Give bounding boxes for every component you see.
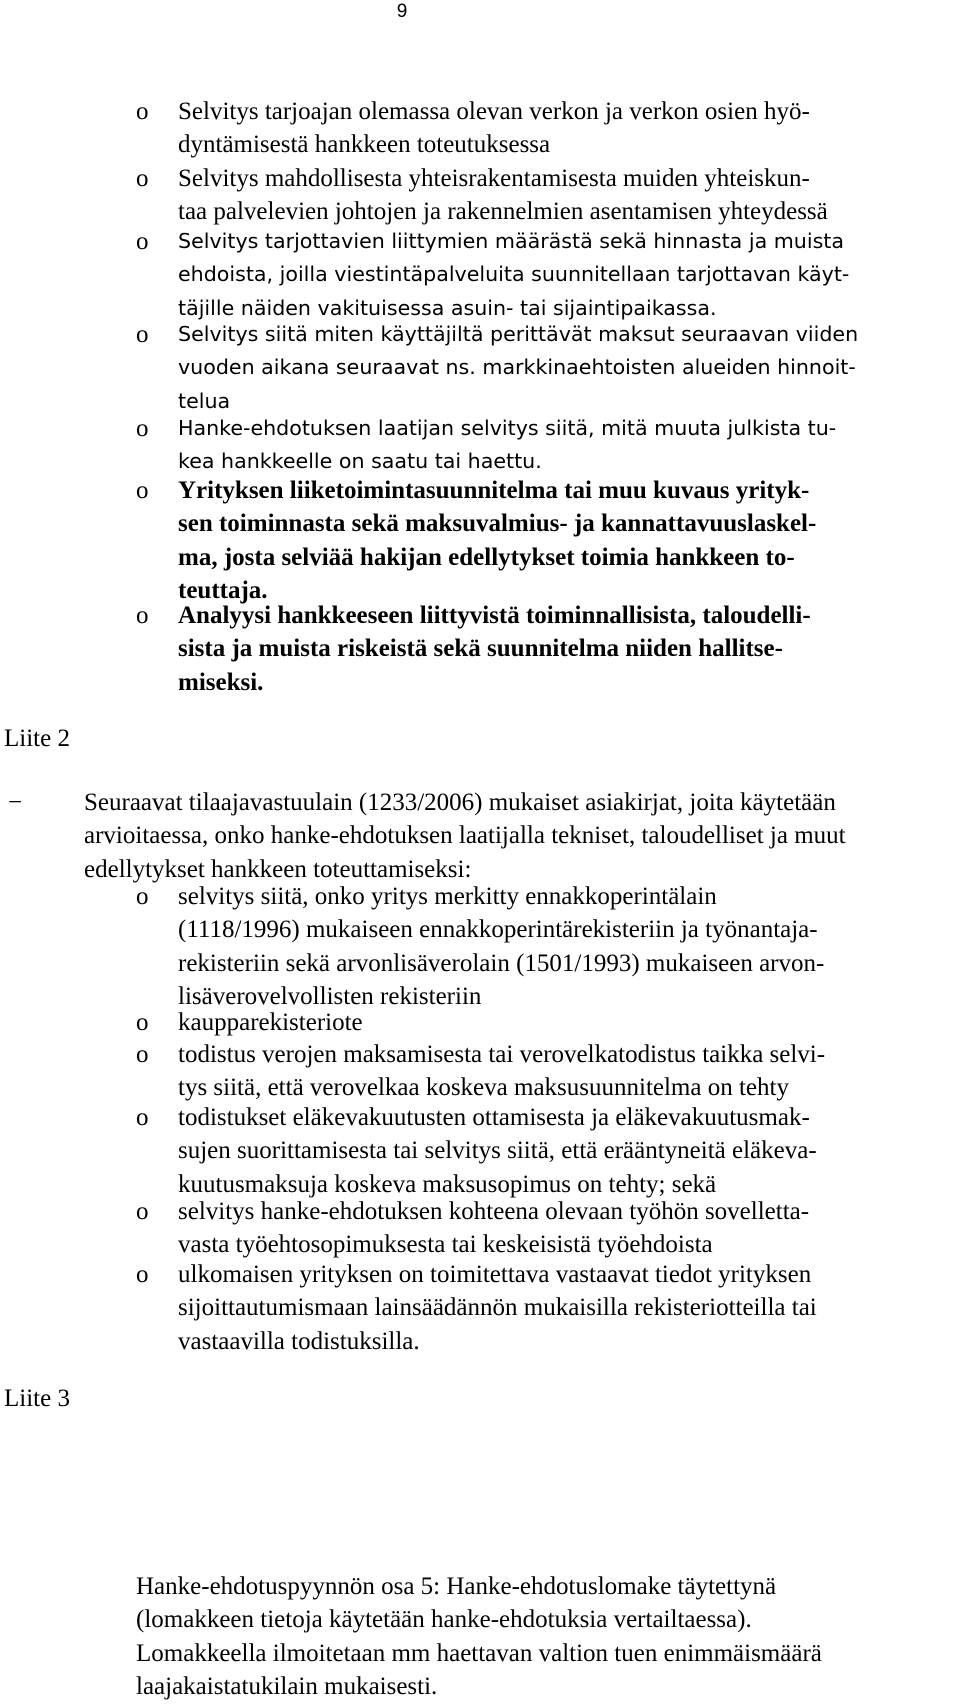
appendix-label-liite-3: Liite 3	[4, 1385, 70, 1412]
list-item-text: Selvitys tarjottavien liittymien määrästä sekä hinnasta ja muista ehdoista, joilla viestintäpalveluita suunnitellaan tarjottavan käyt- täjille näiden vakituisessa asuin- tai sijaintipaikassa.	[178, 229, 850, 320]
appendix-label-liite-2: Liite 2	[4, 725, 70, 752]
list-item-text: todistukset eläkevakuutusten ottamisesta ja eläkevakuutusmak- sujen suorittamisesta tai selvitys siitä, että erääntyneitä eläkeva- kuutusmaksuja koskeva maksusopimus on tehty; sekä	[178, 1104, 817, 1198]
list-item-text: Analyysi hankkeeseen liittyvistä toiminnallisista, taloudelli- sista ja muista riskeistä sekä suunnitelma niiden hallitse- miseksi.	[178, 602, 811, 696]
list-bullet: o	[136, 98, 149, 125]
list-bullet: o	[136, 321, 149, 348]
list-bullet: o	[136, 477, 149, 504]
list-item-text: Selvitys tarjoajan olemassa olevan verkon ja verkon osien hyö- dyntämisestä hankkeen toteutuksessa	[178, 98, 810, 159]
page-number: 9	[396, 1, 408, 22]
list-bullet: o	[136, 1104, 149, 1131]
list-bullet: o	[136, 165, 149, 192]
list-item-text: selvitys siitä, onko yritys merkitty ennakkoperintälain (1118/1996) mukaiseen ennakkoperintärekisteriin ja työnantaja- rekisteriin sekä arvonlisäverolain (1501/1993) mukaiseen arvon- lisäverovelvollisten rekisteriin	[178, 883, 825, 1011]
list-bullet: o	[136, 602, 149, 629]
list-bullet: o	[136, 883, 149, 910]
list-item-text: todistus verojen maksamisesta tai verovelkatodistus taikka selvi- tys siitä, että verovelkaa koskeva maksusuunnitelma on tehty	[178, 1041, 826, 1102]
list-bullet: o	[136, 1041, 149, 1068]
list-bullet: o	[136, 1009, 149, 1036]
list-item-text: Selvitys siitä miten käyttäjiltä perittävät maksut seuraavan viiden vuoden aikana seuraavat ns. markkinaehtoisten alueiden hinnoit- telua	[178, 322, 859, 413]
section-intro: Seuraavat tilaajavastuulain (1233/2006) mukaiset asiakirjat, joita käytetään arvioitaessa, onko hanke-ehdotuksen laatijalla tekniset, taloudelliset ja muut edellytykset hankkeen toteuttamiseksi:	[84, 789, 846, 883]
list-item-text: Hanke-ehdotuksen laatijan selvitys siitä, mitä muuta julkista tu- kea hankkeelle on saatu tai haettu.	[178, 416, 837, 474]
list-bullet: o	[136, 415, 149, 442]
list-item-text: selvitys hanke-ehdotuksen kohteena olevaan työhön sovelletta- vasta työehtosopimuksesta tai keskeisistä työehdoista	[178, 1198, 810, 1259]
section-hanke-ehdotuslomake: Hanke-ehdotuspyynnön osa 5: Hanke-ehdotuslomake täytettynä (lomakkeen tietoja käytetään hanke-ehdotuksia vertailtaessa). Lomakkeella ilmoitetaan mm haettavan valtion tuen enimmäismäärä laajakaistatukilain mukaisesti.	[136, 1573, 822, 1701]
list-bullet: o	[136, 1198, 149, 1225]
list-item-text: Selvitys mahdollisesta yhteisrakentamisesta muiden yhteiskun- taa palvelevien johtojen ja rakennelmien asentamisen yhteydessä	[178, 165, 828, 226]
list-item-text: kaupparekisteriote	[178, 1009, 363, 1036]
list-bullet: o	[136, 1261, 149, 1288]
dash-bullet: −	[8, 789, 23, 816]
list-bullet: o	[136, 228, 149, 255]
list-item-text: ulkomaisen yrityksen on toimitettava vastaavat tiedot yrityksen sijoittautumismaan lainsäädännön mukaisilla rekisteriotteilla tai vastaavilla todistuksilla.	[178, 1261, 817, 1355]
list-item-text: Yrityksen liiketoimintasuunnitelma tai muu kuvaus yrityk- sen toiminnasta sekä maksuvalmius- ja kannattavuuslaskel- ma, josta selviää hakijan edellytykset toimia hankkeen to- teuttaja.	[178, 477, 817, 605]
